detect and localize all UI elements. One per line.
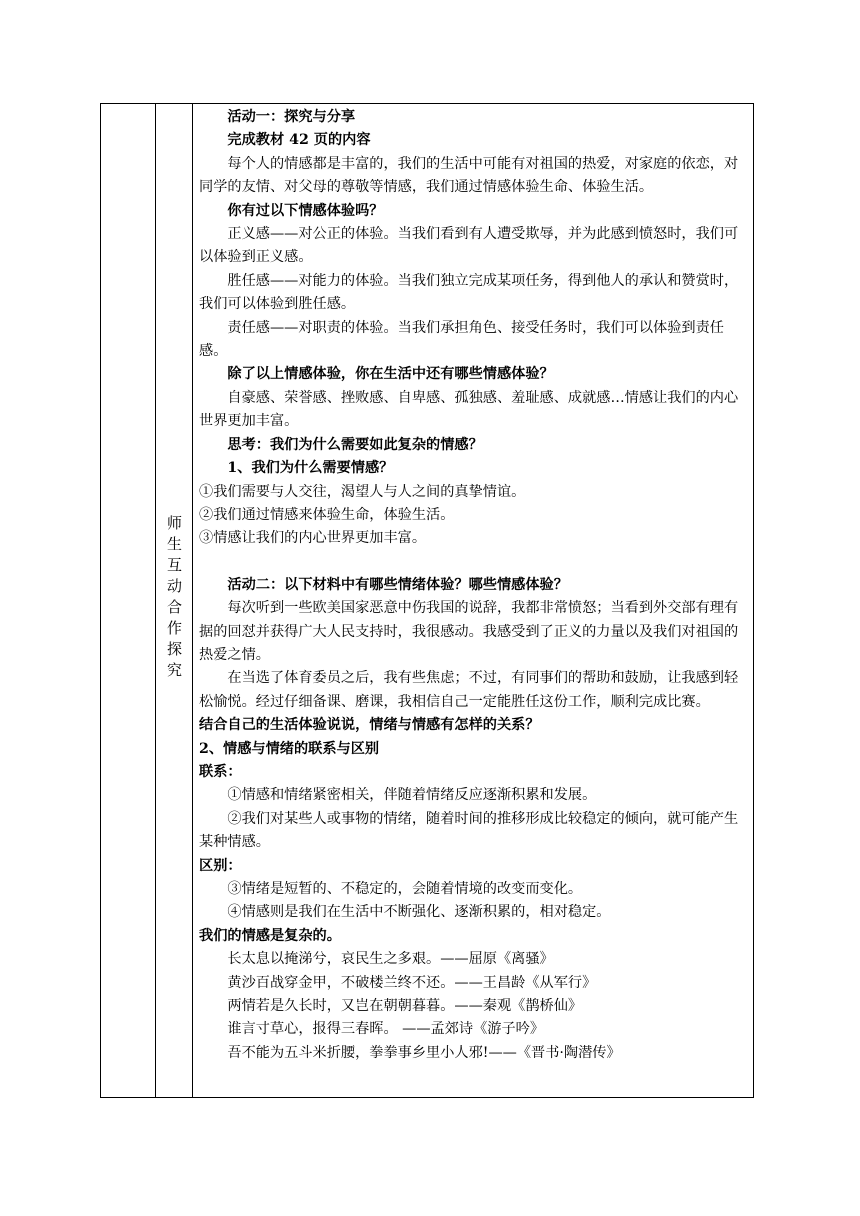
content-paragraph: 联系： — [199, 763, 242, 780]
content-paragraph: 自豪感、荣誉感、挫败感、自卑感、孤独感、羞耻感、成就感…情感让我们的内心世界更加丰富。 — [199, 389, 739, 430]
table-row — [101, 104, 754, 1098]
content-paragraph: 谁言寸草心，报得三春晖。 ——孟郊诗《游子吟》 — [227, 1021, 545, 1038]
content-paragraph: 每个人的情感都是丰富的，我们的生活中可能有对祖国的热爱，对家庭的依恋，对同学的友情、对父母的尊敬等情感，我们通过情感体验生命、体验生活。 — [199, 155, 739, 196]
content-paragraph: 正义感——对公正的体验。当我们看到有人遭受欺辱，并为此感到愤怒时，我们可以体验到正义感。 — [199, 226, 739, 266]
content-paragraph: ③情绪是短暂的、不稳定的，会随着情境的改变而变化。 — [227, 881, 583, 897]
content-paragraph: ②我们对某些人或事物的情绪，随着时间的推移形成比较稳定的倾向，就可能产生某种情感。 — [199, 810, 739, 851]
section-label-cell — [156, 104, 193, 1098]
content-paragraph: 你有过以下情感体验吗？ — [227, 202, 384, 219]
content-paragraph: ①我们需要与人交往，渴望人与人之间的真挚情谊。 — [199, 483, 526, 500]
content-paragraph: 完成教材 42 页的内容 — [227, 132, 371, 149]
blank-line — [199, 551, 747, 574]
content-paragraph: 每次听到一些欧美国家恶意中伤我国的说辞，我都非常愤怒；当看到外交部有理有据的回怼并获得广大人民支持时，我很感动。我感受到了正义的力量以及我们对祖国的热爱之情。 — [199, 600, 739, 663]
content-paragraph: 胜任感——对能力的体验。当我们独立完成某项任务，得到他人的承认和赞赏时，我们可以体验到胜任感。 — [199, 272, 739, 313]
content-paragraph: ①情感和情绪紧密相关，伴随着情绪反应逐渐积累和发展。 — [227, 787, 597, 804]
lesson-table — [100, 103, 754, 1098]
content-paragraph: 2、情感与情绪的联系与区别 — [199, 740, 380, 757]
content-paragraph: 1、我们为什么需要情感？ — [227, 460, 394, 477]
content-paragraph: 责任感——对职责的体验。当我们承担角色、接受任务时，我们可以体验到责任感。 — [199, 319, 724, 360]
content-cell — [193, 104, 754, 1098]
content-paragraph: 活动一：探究与分享 — [227, 109, 356, 125]
content-paragraph: 在当选了体育委员之后，我有些焦虑；不过，有同事们的帮助和鼓励，让我感到轻松愉悦。经过仔细备课、磨课，我相信自己一定能胜任这份工作，顺利完成比赛。 — [199, 670, 739, 710]
empty-cell — [101, 104, 156, 1098]
content-paragraph: ④情感则是我们在生活中不断强化、逐渐积累的，相对稳定。 — [227, 904, 611, 921]
content-paragraph: 区别： — [199, 857, 242, 874]
content-paragraph: 思考：我们为什么需要如此复杂的情感？ — [227, 436, 483, 453]
content-paragraph: 结合自己的生活体验说说，情绪与情感有怎样的关系？ — [199, 717, 540, 734]
content-paragraph: 长太息以掩涕兮，哀民生之多艰。——屈原《离骚》 — [227, 951, 554, 968]
content-paragraph: ②我们通过情感来体验生命，体验生活。 — [199, 506, 455, 523]
content-paragraph: 两情若是久长时，又岂在朝朝暮暮。——秦观《鹊桥仙》 — [227, 998, 583, 1015]
content-paragraph: 活动二：以下材料中有哪些情绪体验？哪些情感体验？ — [227, 576, 568, 593]
content-paragraph: 吾不能为五斗米折腰，拳拳事乡里小人邪!——《晋书·陶潜传》 — [227, 1044, 621, 1061]
content-paragraph: ③情感让我们的内心世界更加丰富。 — [199, 530, 427, 547]
section-label: 师生互动合作探究 — [165, 514, 183, 683]
content-paragraph: 除了以上情感体验，你在生活中还有哪些情感体验？ — [227, 366, 554, 383]
content-paragraph: 我们的情感是复杂的。 — [199, 927, 341, 944]
content-paragraph: 黄沙百战穿金甲，不破楼兰终不还。——王昌龄《从军行》 — [227, 974, 597, 991]
